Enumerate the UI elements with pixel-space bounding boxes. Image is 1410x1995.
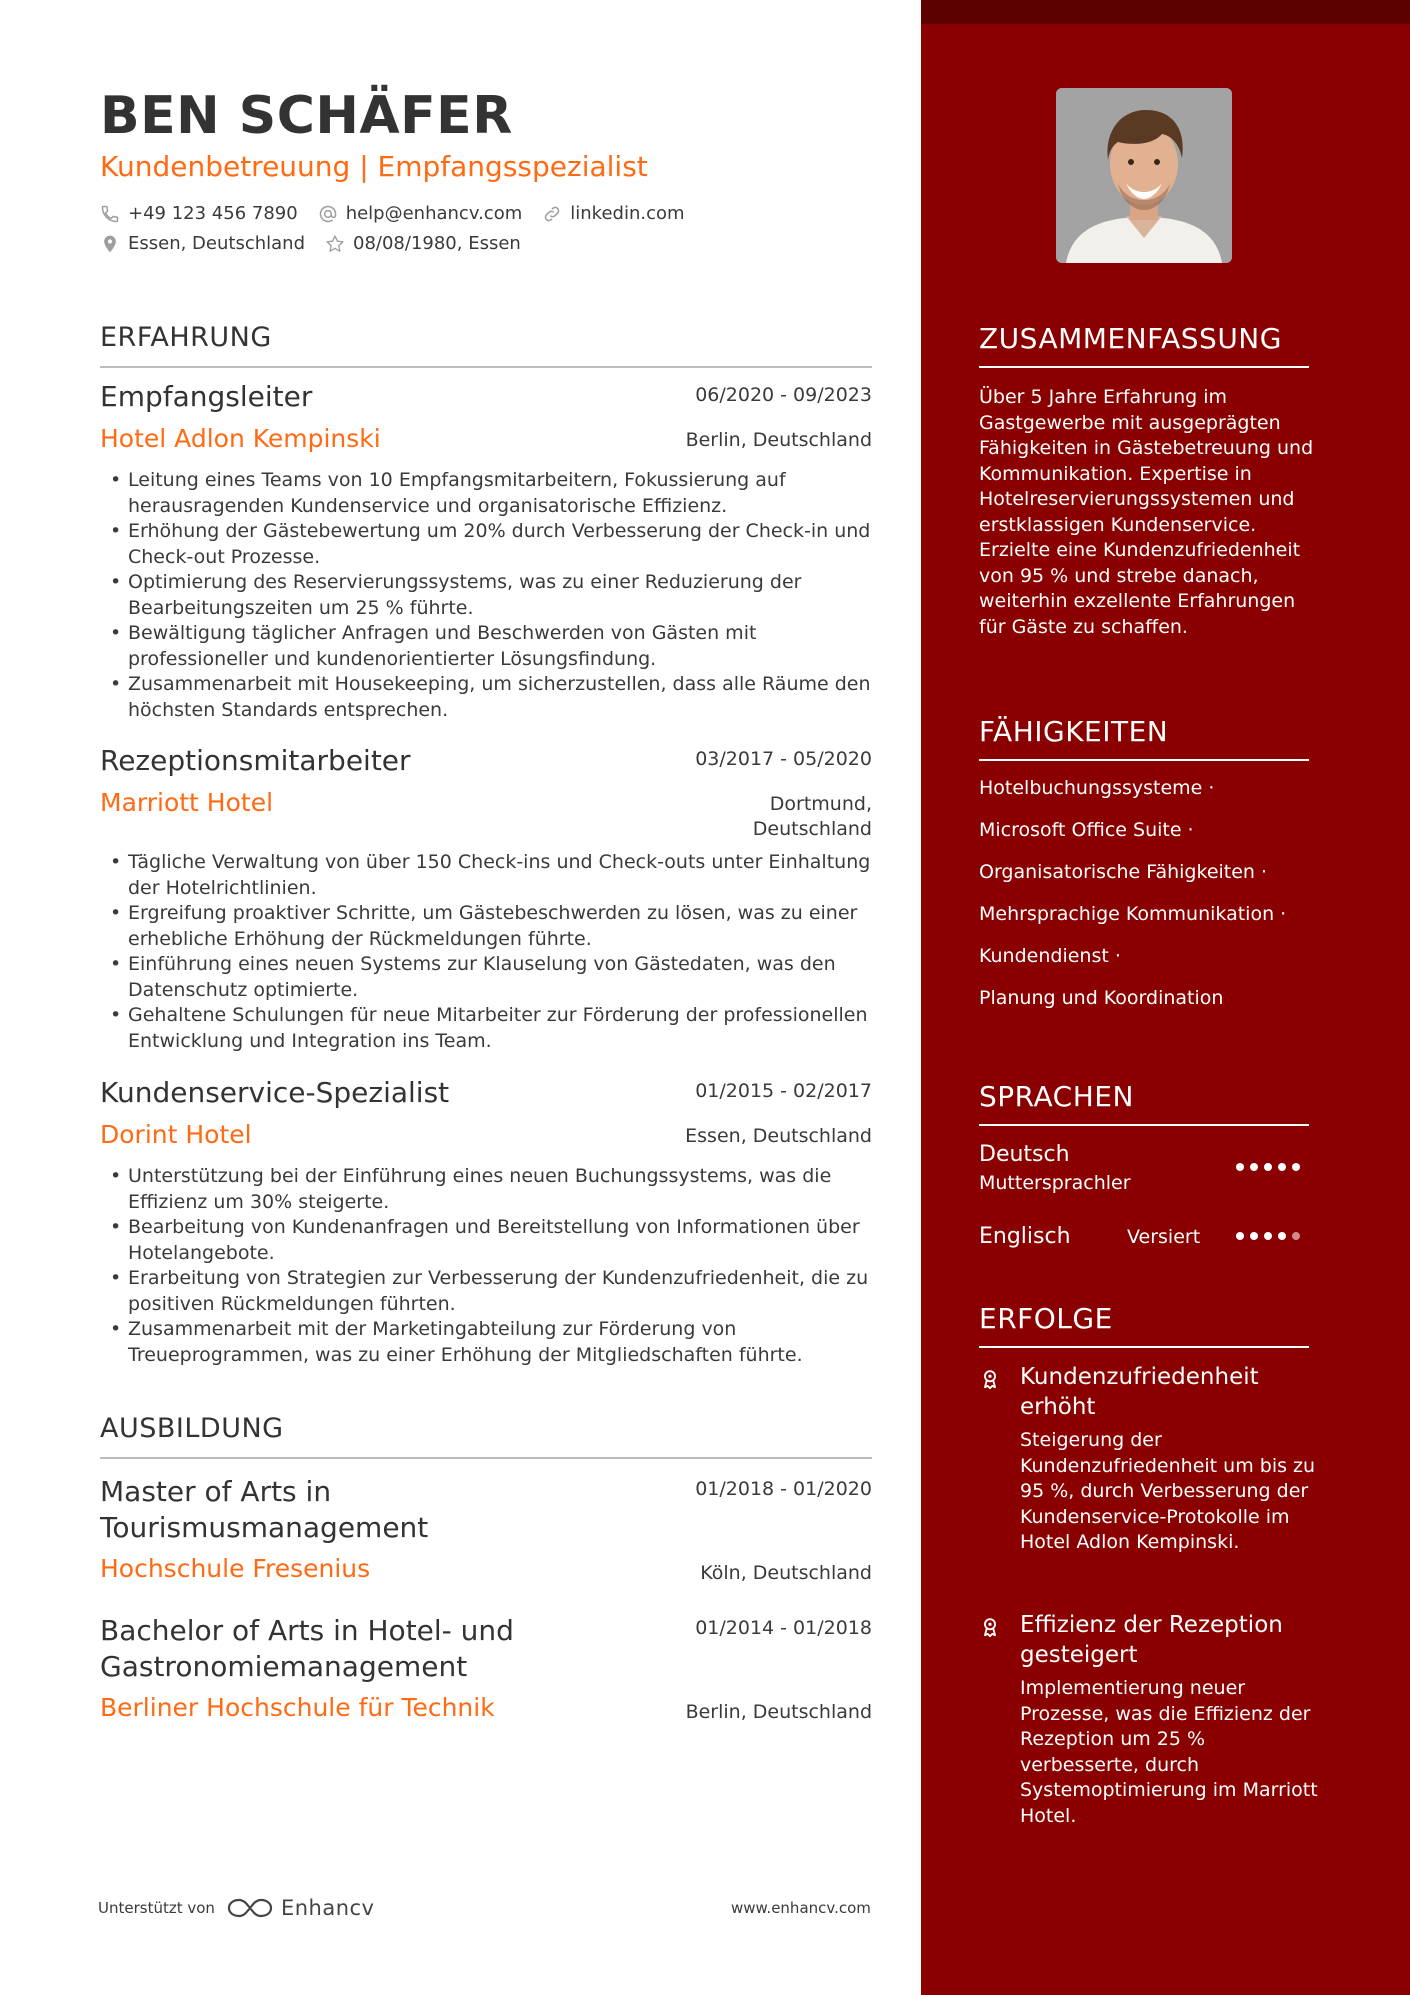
job-title: Empfangsleiter [100, 380, 313, 413]
bullet-item: • Zusammenarbeit mit Housekeeping, um sicherzustellen, dass alle Räume den höchsten Standards entsprechen. [100, 672, 872, 723]
award-icon [979, 1368, 1001, 1390]
education-school: Berliner Hochschule für Technik [100, 1693, 495, 1722]
languages-divider [979, 1124, 1309, 1126]
rating-dot [1292, 1163, 1300, 1171]
job-date: 03/2017 - 05/2020 [695, 748, 872, 770]
education-degree: Master of Arts in Tourismusmanagement [100, 1475, 429, 1544]
achievements-divider [979, 1346, 1309, 1348]
language-rating [1236, 1163, 1306, 1171]
summary-text: Über 5 Jahre Erfahrung im Gastgewerbe mit ausgeprägten Fähigkeiten in Gästebetreuung und Kommunikation. Expertise in Hotelreservierungssystemen und erstklassigen Kundenservice. Erzielte eine Kundenzufriedenheit von 95 % und strebe danach, weiterhin exzellente Erfahrungen für Gäste zu schaffen. [979, 386, 1314, 638]
job-bullets [100, 468, 872, 723]
bullet-item: • Leitung eines Teams von 10 Empfangsmitarbeitern, Fokussierung auf herausragenden Kundenservice und organisatorische Effizienz. [100, 468, 872, 519]
enhancv-logo-icon [227, 1897, 273, 1919]
bullet-item: • Erarbeitung von Strategien zur Verbesserung der Kundenzufriedenheit, die zu positiven Rückmeldungen führten. [100, 1266, 872, 1317]
summary-divider [979, 366, 1309, 368]
skills-heading: FÄHIGKEITEN [979, 715, 1169, 748]
contact-birth: 08/08/1980, Essen [325, 233, 521, 254]
candidate-role: Kundenbetreuung | Empfangsspezialist [100, 150, 648, 183]
summary-heading: ZUSAMMENFASSUNG [979, 322, 1282, 355]
footer-brand: Enhancv [280, 1896, 375, 1920]
job-company: Hotel Adlon Kempinski [100, 424, 381, 453]
job-company: Dorint Hotel [100, 1120, 252, 1149]
achievement-item [979, 1610, 1319, 1829]
language-name: Deutsch [979, 1142, 1070, 1167]
job-location: Berlin, Deutschland [685, 429, 872, 451]
education-heading: AUSBILDUNG [100, 1413, 284, 1444]
bullet-item: • Optimierung des Reservierungssystems, was zu einer Reduzierung der Bearbeitungszeiten um 25 % führte. [100, 570, 872, 621]
job-2 [100, 744, 872, 1054]
rating-dot [1278, 1163, 1286, 1171]
education-item-2 [100, 1613, 872, 1725]
skill-item: Mehrsprachige Kommunikation · [979, 903, 1287, 925]
job-bullets [100, 1164, 872, 1368]
job-3 [100, 1076, 872, 1368]
rating-dot [1236, 1232, 1244, 1240]
avatar [1056, 88, 1232, 263]
job-bullets [100, 850, 872, 1054]
rating-dot [1250, 1163, 1258, 1171]
education-date: 01/2018 - 01/2020 [695, 1478, 872, 1500]
job-date: 01/2015 - 02/2017 [695, 1080, 872, 1102]
education-divider [100, 1457, 872, 1459]
education-date: 01/2014 - 01/2018 [695, 1617, 872, 1639]
star-icon [325, 234, 345, 254]
job-date: 06/2020 - 09/2023 [695, 384, 872, 406]
bullet-item: • Ergreifung proaktiver Schritte, um Gästebeschwerden zu lösen, was zu einer erhebliche Erhöhung der Rückmeldungen führte. [100, 901, 872, 952]
bullet-item: • Tägliche Verwaltung von über 150 Check-ins und Check-outs unter Einhaltung der Hotelrichtlinien. [100, 850, 872, 901]
link-icon [542, 204, 562, 224]
bullet-item: • Bewältigung täglicher Anfragen und Beschwerden von Gästen mit professioneller und kundenorientierter Lösungsfindung. [100, 621, 872, 672]
achievement-text: Implementierung neuer Prozesse, was die Effizienz der Rezeption um 25 % verbesserte, durch Systemoptimierung im Marriott Hotel. [1020, 1677, 1318, 1827]
job-location: Dortmund, Deutschland [752, 793, 872, 840]
education-school: Hochschule Fresenius [100, 1554, 371, 1583]
skill-item: Planung und Koordination [979, 987, 1224, 1009]
language-rating [1236, 1232, 1306, 1240]
bullet-item: • Unterstützung bei der Einführung eines neuen Buchungssystems, was die Effizienz um 30% steigerte. [100, 1164, 872, 1215]
skill-item: Microsoft Office Suite · [979, 819, 1194, 841]
candidate-name: BEN SCHÄFER [100, 86, 513, 146]
education-location: Köln, Deutschland [700, 1562, 872, 1584]
profile-photo [1056, 88, 1232, 263]
contact-row-2 [100, 233, 541, 254]
skill-item: Kundendienst · [979, 945, 1121, 967]
language-level: Versiert [1127, 1226, 1201, 1248]
skill-item: Organisatorische Fähigkeiten · [979, 861, 1268, 883]
rating-dot [1292, 1232, 1300, 1240]
language-name: Englisch [979, 1224, 1071, 1249]
experience-heading: ERFAHRUNG [100, 322, 272, 353]
contact-linkedin[interactable]: linkedin.com [542, 203, 684, 224]
skills-divider [979, 759, 1309, 761]
education-item-1 [100, 1474, 872, 1586]
job-location: Essen, Deutschland [685, 1125, 872, 1147]
contact-row-1 [100, 203, 705, 224]
phone-icon [100, 204, 120, 224]
award-icon [979, 1616, 1001, 1638]
at-icon [318, 204, 338, 224]
bullet-item: • Bearbeitung von Kundenanfragen und Bereitstellung von Informationen über Hotelangebote. [100, 1215, 872, 1266]
achievements-heading: ERFOLGE [979, 1302, 1113, 1335]
languages-heading: SPRACHEN [979, 1080, 1134, 1113]
bullet-item: • Erhöhung der Gästebewertung um 20% durch Verbesserung der Check-in und Check-out Prozesse. [100, 519, 872, 570]
skill-item: Hotelbuchungssysteme · [979, 777, 1215, 799]
education-degree: Bachelor of Arts in Hotel- und Gastronomiemanagement [100, 1614, 514, 1683]
contact-email[interactable]: help@enhancv.com [318, 203, 523, 224]
achievement-text: Steigerung der Kundenzufriedenheit um bis zu 95 %, durch Verbesserung der Kundenservice-Protokolle im Hotel Adlon Kempinski. [1020, 1429, 1316, 1553]
language-level: Muttersprachler [979, 1172, 1131, 1194]
job-title: Kundenservice-Spezialist [100, 1076, 450, 1109]
achievement-title: Effizienz der Rezeption gesteigert [1020, 1612, 1283, 1668]
contact-phone: +49 123 456 7890 [100, 203, 298, 224]
job-1 [100, 380, 872, 723]
bullet-item: • Zusammenarbeit mit der Marketingabteilung zur Förderung von Treueprogrammen, was zu einer Erhöhung der Mitgliedschaften führte. [100, 1317, 872, 1368]
sidebar [921, 0, 1410, 1995]
rating-dot [1278, 1232, 1286, 1240]
achievement-title: Kundenzufriedenheit erhöht [1020, 1364, 1259, 1420]
rating-dot [1264, 1163, 1272, 1171]
achievement-item [979, 1362, 1319, 1556]
bullet-item: • Gehaltene Schulungen für neue Mitarbeiter zur Förderung der professionellen Entwicklung und Integration ins Team. [100, 1003, 872, 1054]
job-company: Marriott Hotel [100, 788, 274, 817]
bullet-item: • Einführung eines neuen Systems zur Klauselung von Gästedaten, was den Datenschutz optimierte. [100, 952, 872, 1003]
rating-dot [1264, 1232, 1272, 1240]
footer-powered-by: Unterstützt von Enhancv [98, 1896, 375, 1920]
contact-location: Essen, Deutschland [100, 233, 305, 254]
rating-dot [1250, 1232, 1258, 1240]
sidebar-top-band [921, 0, 1410, 24]
job-title: Rezeptionsmitarbeiter [100, 744, 411, 777]
education-location: Berlin, Deutschland [685, 1701, 872, 1723]
footer-url[interactable]: www.enhancv.com [731, 1899, 871, 1917]
experience-divider [100, 366, 872, 368]
rating-dot [1236, 1163, 1244, 1171]
location-pin-icon [100, 234, 120, 254]
